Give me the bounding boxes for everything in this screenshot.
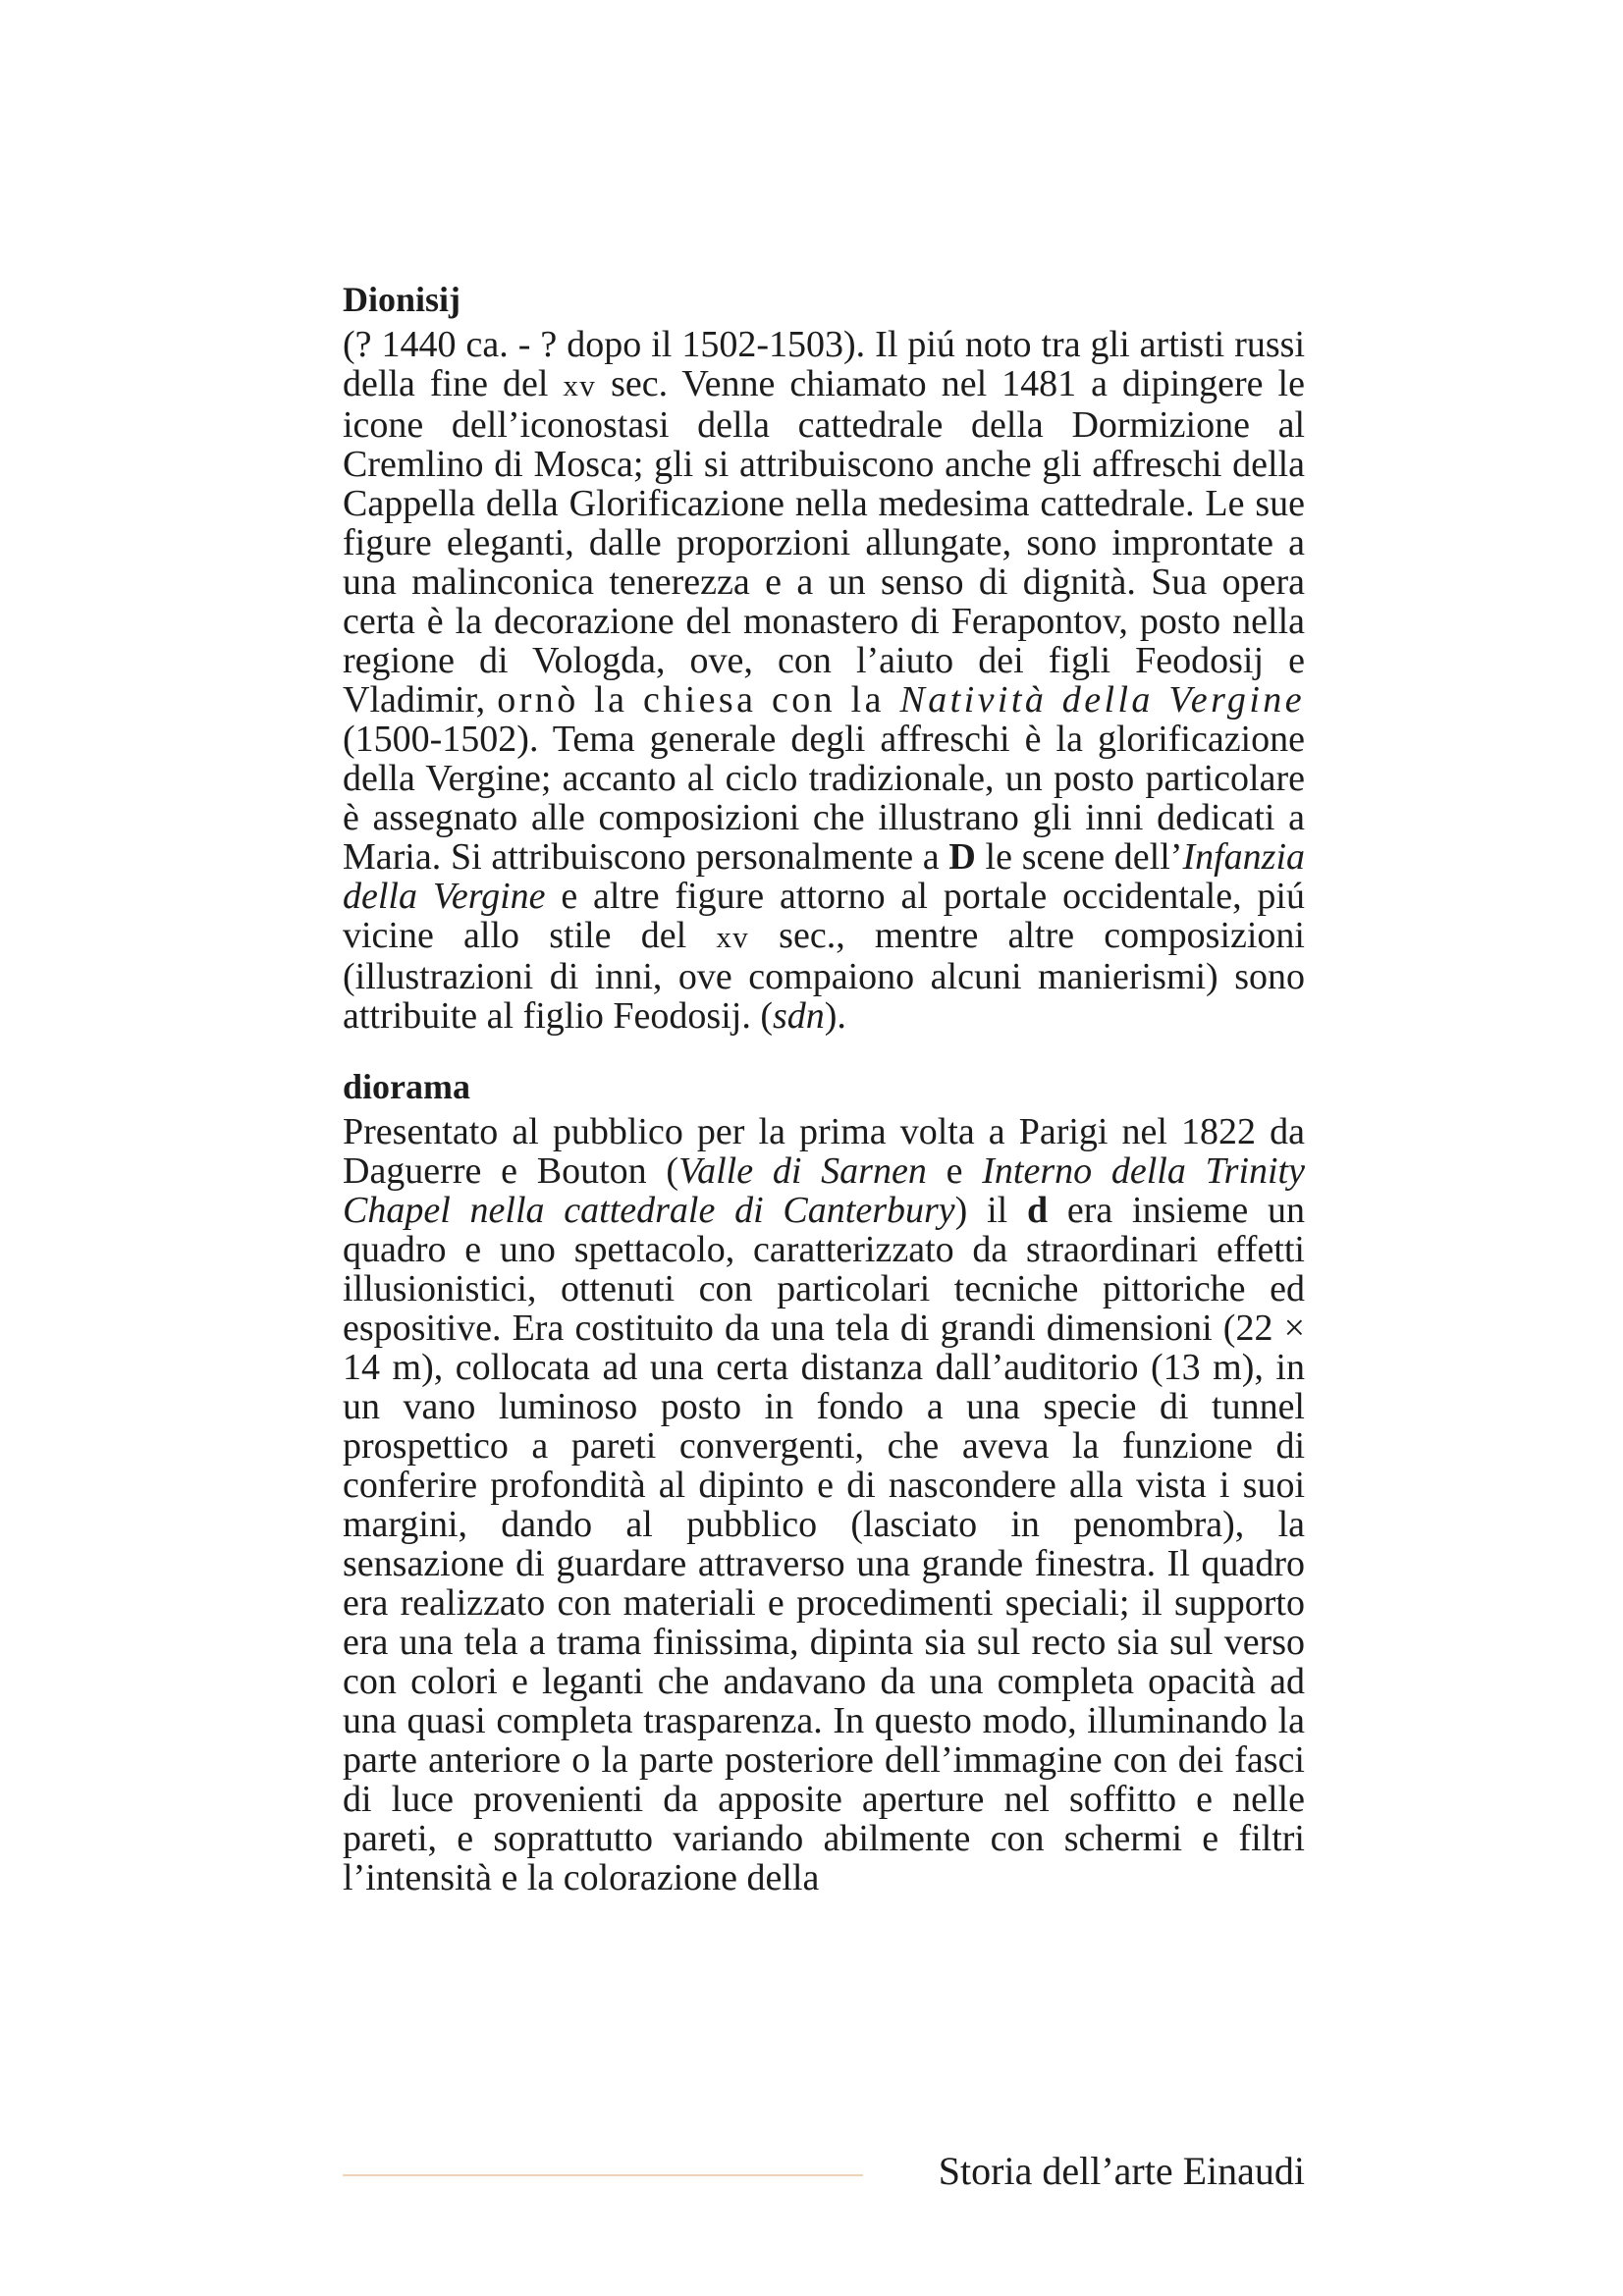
text-run: sdn (772, 995, 825, 1037)
entry-diorama (343, 1065, 1305, 1897)
text-run: Interno della Trinity Chapel nella cattedrale di Canterbury (343, 1150, 1305, 1231)
text-run: xv (563, 368, 597, 402)
text-column (343, 278, 1305, 1897)
entry-body: (? 1440 ca. - ? dopo il 1502-1503). Il piú noto tra gli artisti russi della fine del xv sec. Venne chiamato nel 1481 a dipingere le icone dell’iconostasi della cattedrale della Dormizione al Cremlino di Mosca; gli si attribuiscono anche gli affreschi della Cappella della Glorificazione nella medesima cattedrale. Le sue figure eleganti, dalle proporzioni allungate, sono improntate a una malinconica tenerezza e a un senso di dignità. Sua opera certa è la decorazione del monastero di Ferapontov, posto nella regione di Vologda, ove, con l’aiuto dei figli Feodosij e Vladimir, ornò la chiesa con la Natività della Vergine (1500-1502). Tema generale degli affreschi è la glorificazione della Vergine; accanto al ciclo tradizionale, un posto particolare è assegnato alle composizioni che illustrano gli inni dedicati a Maria. Si attribuiscono personalmente a D le scene dell’Infanzia della Vergine e altre figure attorno al portale occidentale, piú vicine allo stile del xv sec., mentre altre composizioni (illustrazioni di inni, ove compaiono alcuni manierismi) sono attribuite al figlio Feodosij. (sdn). (343, 324, 1305, 1037)
footer-rule (343, 2174, 863, 2176)
entry-dionisij (343, 278, 1305, 1036)
text-run: ornò la chiesa con la (497, 679, 900, 721)
entry-heading: diorama (343, 1067, 470, 1106)
entry-body: Presentato al pubblico per la prima volta a Parigi nel 1822 da Daguerre e Bouton (Valle di Sarnen e Interno della Trinity Chapel nella cattedrale di Canterbury) il d era insieme un quadro e uno spettacolo, caratterizzato da straordinari effetti illusionistici, ottenuti con particolari tecniche pittoriche ed espositive. Era costituito da una tela di grandi dimensioni (22 × 14 m), collocata ad una certa distanza dall’auditorio (13 m), in un vano luminoso posto in fondo a una specie di tunnel prospettico a pareti convergenti, che aveva la funzione di conferire profondità al dipinto e di nascondere alla vista i suoi margini, dando al pubblico (lasciato in penombra), la sensazione di guardare attraverso una grande finestra. Il quadro era realizzato con materiali e procedimenti speciali; il supporto era una tela a trama finissima, dipinta sia sul recto sia sul verso con colori e leganti che andavano da una completa opacità ad una quasi completa trasparenza. In questo modo, illuminando la parte anteriore o la parte posteriore dell’immagine con dei fasci di luce provenienti da apposite aperture nel soffitto e nelle pareti, e soprattutto variando abilmente con schermi e filtri l’intensità e la colorazione della (343, 1111, 1305, 1898)
footer-title: Storia dell’arte Einaudi (938, 2149, 1305, 2193)
text-run: Natività della Vergine (899, 679, 1305, 721)
text-run: xv (716, 920, 749, 954)
text-run: Valle di Sarnen (678, 1150, 927, 1192)
text-run: D (948, 836, 976, 878)
text-run: Infanzia della Vergine (343, 836, 1305, 917)
page-footer (343, 2147, 1305, 2196)
entry-heading: Dionisij (343, 280, 461, 319)
text-run: d (1026, 1190, 1049, 1231)
